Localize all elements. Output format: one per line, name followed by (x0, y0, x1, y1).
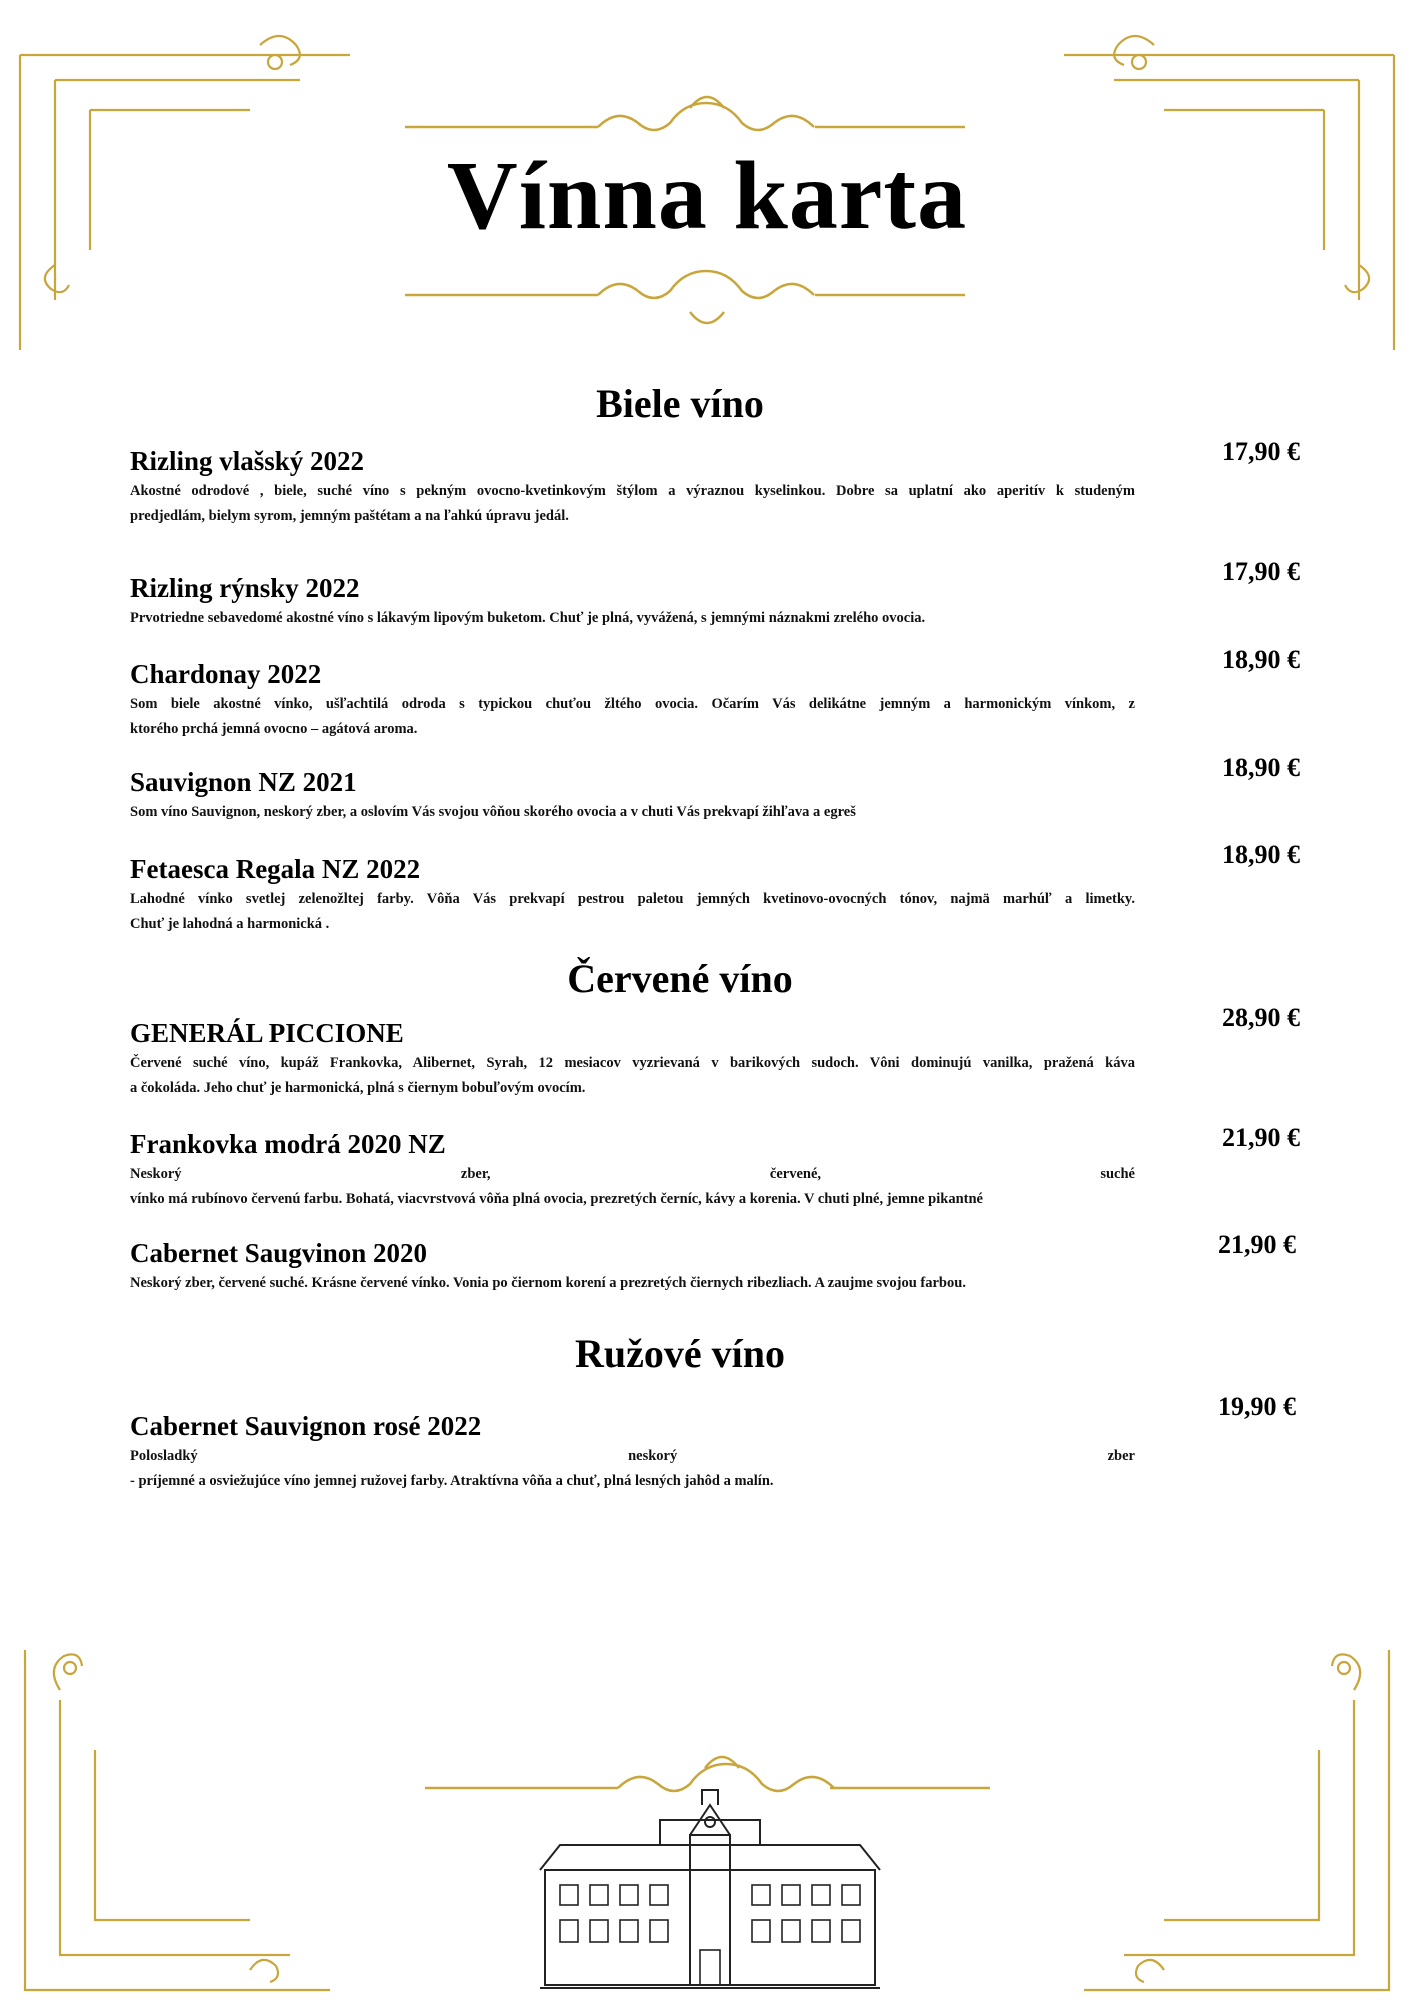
wine-description: a čokoláda. Jeho chuť je harmonická, plná s čiernym bobuľovým ovocím. (130, 1080, 586, 1096)
wine-price: 18,90 € (1222, 645, 1300, 674)
wine-description: - príjemné a osviežujúce víno jemnej ružovej farby. Atraktívna vôňa a chuť, plná lesných jahôd a malín. (130, 1473, 774, 1489)
wine-name: Rizling rýnsky 2022 (130, 573, 360, 603)
wine-price: 18,90 € (1222, 753, 1300, 782)
wine-item (130, 658, 1135, 742)
wine-description: Lahodné vínko svetlej zelenožltej farby. Vôňa Vás prekvapí pestrou paletou jemných kvetinovo-ovocných tónov, najmä marhúľ a limetky. (130, 891, 1135, 907)
wine-description: Neskorý zber, červené suché. Krásne červené vínko. Vonia po čiernom korení a prezretých čiernych ribezliach. A zaujme svojou farbou. (130, 1275, 966, 1291)
section-title: Biele víno (596, 381, 764, 426)
wine-item (130, 1128, 1135, 1212)
page-title: Vínna karta (446, 142, 968, 250)
wine-price: 21,90 € (1218, 1230, 1296, 1259)
wine-description: ktorého prchá jemná ovocno – agátová aroma. (130, 721, 418, 737)
wine-description: predjedlám, bielym syrom, jemným paštétam a na ľahkú úpravu jedál. (130, 508, 569, 524)
wine-name: Cabernet Saugvinon 2020 (130, 1238, 428, 1268)
wine-name: Frankovka modrá 2020 NZ (130, 1129, 446, 1159)
wine-price: 17,90 € (1222, 557, 1300, 586)
wine-name: Rizling vlašský 2022 (130, 446, 365, 476)
wine-item (130, 853, 1135, 937)
wine-item (130, 766, 1135, 825)
wine-price: 18,90 € (1222, 840, 1300, 869)
wine-description: Červené suché víno, kupáž Frankovka, Alibernet, Syrah, 12 mesiacov vyzrievaná v barikových sudoch. Vôni dominujú vanilka, pražená káva (130, 1055, 1135, 1071)
wine-description: Akostné odrodové , biele, suché víno s pekným ovocno-kvetinkovým štýlom a výraznou kyselinkou. Dobre sa uplatní ako aperitív k studeným (130, 483, 1135, 499)
wine-price: 28,90 € (1222, 1003, 1300, 1032)
section-title: Červené víno (567, 956, 793, 1001)
wine-name: Fetaesca Regala NZ 2022 (130, 854, 421, 884)
wine-name: Chardonay 2022 (130, 659, 322, 689)
castle-icon (540, 1790, 880, 1988)
wine-price: 19,90 € (1218, 1392, 1296, 1421)
wine-item (130, 1410, 1135, 1494)
wine-description: Som víno Sauvignon, neskorý zber, a oslovím Vás svojou vôňou skorého ovocia a v chuti Vás prekvapí žihľava a egreš (130, 804, 856, 820)
wine-price: 17,90 € (1222, 437, 1300, 466)
wine-description: Polosladký neskorý zber (130, 1448, 1135, 1464)
wine-name: GENERÁL PICCIONE (130, 1018, 404, 1048)
wine-item (130, 445, 1135, 529)
wine-price: 21,90 € (1222, 1123, 1300, 1152)
wine-description: Som biele akostné vínko, ušľachtilá odroda s typickou chuťou žltého ovocia. Očarím Vás delikátne jemným a harmonickým vínkom, z (130, 696, 1135, 712)
wine-description: Chuť je lahodná a harmonická . (130, 916, 330, 932)
wine-name: Cabernet Sauvignon rosé 2022 (130, 1411, 482, 1441)
wine-description: vínko má rubínovo červenú farbu. Bohatá, viacvrstvová vôňa plná ovocia, prezretých černíc, kávy a korenia. V chuti plné, jemne pikantné (130, 1191, 983, 1207)
wine-name: Sauvignon NZ 2021 (130, 767, 357, 797)
wine-item (130, 1017, 1135, 1101)
section-title: Ružové víno (575, 1331, 785, 1376)
wine-item (130, 1237, 1135, 1296)
wine-description: Prvotriedne sebavedomé akostné víno s lákavým lipovým buketom. Chuť je plná, vyvážená, s jemnými náznakmi zrelého ovocia. (130, 610, 926, 626)
wine-description: Neskorý zber, červené, suché (130, 1166, 1135, 1182)
wine-item (130, 572, 1135, 631)
